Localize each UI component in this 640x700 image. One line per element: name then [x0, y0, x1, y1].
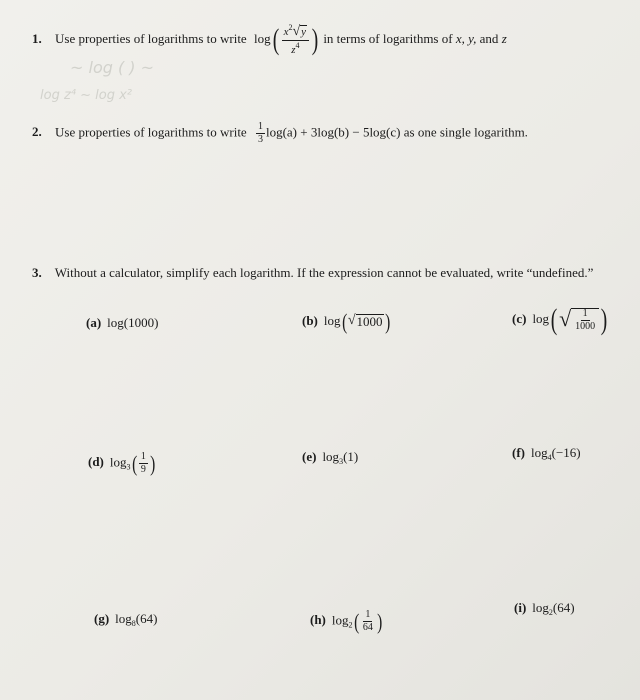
question-text: Without a calculator, simplify each logarithm. If the expression cannot be evaluated, write “undefined.” — [54, 265, 594, 280]
pencil-sketch-1: ~ log ( ) ~ — [70, 58, 155, 77]
question-2 — [32, 122, 528, 145]
question-text-after: as one single logarithm. — [403, 124, 528, 140]
fraction: $\frac{1}{1000}$ — [575, 308, 596, 332]
question-text: Use properties of logarithms to write — [55, 31, 247, 47]
pencil-sketch-2: log z⁴ ~ log x² — [40, 88, 132, 103]
part-i: (i) $\log_2(64)$ — [514, 600, 575, 617]
question-3 — [32, 265, 593, 281]
square-root: √ 1000 — [347, 313, 383, 330]
square-root: √ y — [292, 24, 307, 40]
part-g: (g) $\log_8(64)$ — [94, 611, 158, 628]
log-expression: log( $x^2$ √ y $z^4$ ) — [253, 23, 319, 57]
part-b: (b) log( √ 1000 ) — [302, 309, 390, 334]
part-h: (h) $\log_2$( $\frac{1}{64}$ ) — [310, 608, 383, 634]
question-number: 2. — [32, 124, 42, 140]
question-1: 1. Use properties of logarithms to write log( $x^2$ √ y $z^4$ ) in terms of logarithms of x, y, and z — [32, 23, 507, 57]
fraction: $\frac{1}{64}$ — [362, 609, 373, 633]
part-d: (d) $\log_3$( $\frac{1}{9}$ ) — [88, 450, 156, 476]
question-number: 3. — [32, 265, 42, 280]
log-expression: log(a) + 3log(b) − 5log(c) — [265, 124, 401, 140]
fraction: $x^2$ √ y $z^4$ — [282, 24, 309, 56]
part-f: (f) $\log_4(-16)$ — [512, 445, 581, 462]
question-number: 1. — [32, 31, 42, 47]
coefficient-fraction: $\frac{1}{3}$ — [257, 121, 263, 145]
part-e: (e) $\log_3(1)$ — [302, 449, 359, 466]
part-a: (a) log(1000) — [86, 315, 159, 330]
part-c: (c) log( √ $\frac{1}{1000}$ ) — [512, 303, 608, 336]
fraction: $\frac{1}{9}$ — [140, 451, 146, 475]
question-text-after: in terms of logarithms of — [323, 31, 453, 47]
question-text: Use properties of logarithms to write — [55, 124, 247, 140]
square-root: √ $\frac{1}{1000}$ — [559, 308, 599, 332]
